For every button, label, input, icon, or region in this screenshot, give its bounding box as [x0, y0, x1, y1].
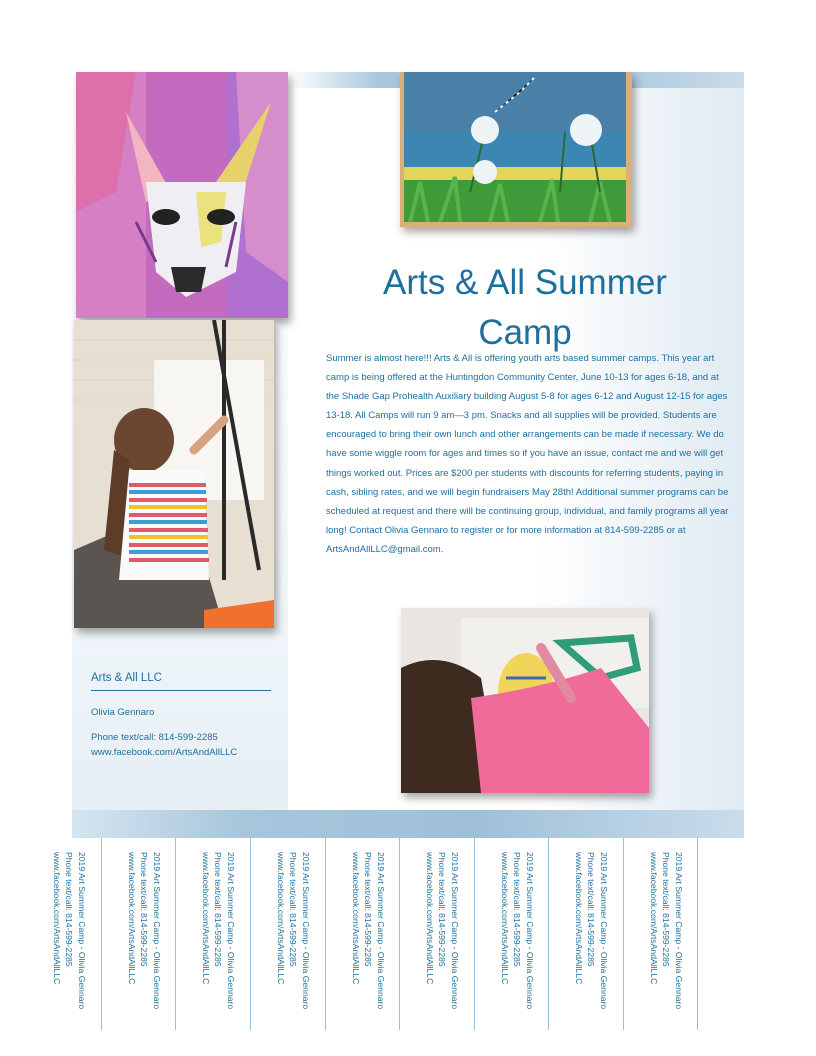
tab-line-3: www.facebook.com/ArtsAndAllLLC: [351, 852, 361, 985]
org-name: Arts & All LLC: [91, 672, 271, 691]
bottom-band: [72, 810, 744, 838]
contact-block: [91, 672, 271, 760]
tab-line-2: Phone text/call: 814-599-2285: [661, 852, 672, 967]
title-line-2: Camp: [478, 313, 572, 352]
girl-painting-mask-photo: [401, 608, 649, 793]
girl-at-easel-photo: [74, 320, 274, 628]
tab-line-2: Phone text/call: 814-599-2285: [64, 852, 75, 967]
tab-line-3: www.facebook.com/ArtsAndAllLLC: [52, 852, 62, 985]
contact-facebook[interactable]: www.facebook.com/ArtsAndAllLLC: [91, 747, 238, 758]
contact-phone: Phone text/call: 814-599-2285: [91, 732, 218, 743]
tab-line-3: www.facebook.com/ArtsAndAllLLC: [127, 852, 137, 985]
tab-line-2: Phone text/call: 814-599-2285: [437, 852, 448, 967]
flyer-body: Summer is almost here!!! Arts & All is offering youth arts based summer camps. This year art camp is being offered at the Huntingdon Community Center, June 10-13 for ages 6-18, and at the Shade Gap Prohealth Auxiliary building August 5-8 for ages 6-12 and August 12-15 for ages 13-18. All Camps will run 9 am—3 pm. Snacks and all supplies will be provided. Students are encouraged to bring their own lunch and other arrangements can be made if necessary. We do have some wiggle room for ages and times so if you have an issue, contact me and we will get things worked out. Prices are $200 per students with discounts for referring students, paying in cash, sibling rates, and we will begin fundraisers May 28th! Additional summer programs can be scheduled at request and there will be continuing group, individual, and family programs all year long! Contact Olivia Gennaro to register or for more information at 814-599-2285 or at ArtsAndAllLLC@gmail.com.: [326, 353, 729, 555]
tab-line-1: 2019 Art Summer Camp - Olivia Gennaro: [226, 852, 236, 1010]
flyer-title: [330, 258, 720, 358]
tab-line-1: 2019 Art Summer Camp - Olivia Gennaro: [674, 852, 684, 1010]
tab-line-2: Phone text/call: 814-599-2285: [139, 852, 150, 967]
tab-line-1: 2019 Art Summer Camp - Olivia Gennaro: [301, 852, 311, 1010]
tab-line-2: Phone text/call: 814-599-2285: [363, 852, 374, 967]
tab-line-2: Phone text/call: 814-599-2285: [586, 852, 597, 967]
tab-line-3: www.facebook.com/ArtsAndAllLLC: [649, 852, 659, 985]
contact-name: Olivia Gennaro: [91, 707, 155, 718]
tab-line-2: Phone text/call: 814-599-2285: [512, 852, 523, 967]
tab-line-1: 2019 Art Summer Camp - Olivia Gennaro: [77, 852, 87, 1010]
deer-painting-photo: [76, 72, 288, 318]
tab-line-2: Phone text/call: 814-599-2285: [288, 852, 299, 967]
tab-line-1: 2019 Art Summer Camp - Olivia Gennaro: [152, 852, 162, 1010]
tab-line-3: www.facebook.com/ArtsAndAllLLC: [276, 852, 286, 985]
tear-tab: [623, 848, 697, 1028]
dandelion-painting-photo: [400, 72, 632, 227]
tab-line-1: 2019 Art Summer Camp - Olivia Gennaro: [525, 852, 535, 1010]
tab-line-1: 2019 Art Summer Camp - Olivia Gennaro: [376, 852, 386, 1010]
title-line-1: Arts & All Summer: [383, 263, 667, 302]
tab-line-3: www.facebook.com/ArtsAndAllLLC: [201, 852, 211, 985]
tab-line-3: www.facebook.com/ArtsAndAllLLC: [500, 852, 510, 985]
tab-line-1: 2019 Art Summer Camp - Olivia Gennaro: [599, 852, 609, 1010]
tab-line-2: Phone text/call: 814-599-2285: [213, 852, 224, 967]
tab-line-3: www.facebook.com/ArtsAndAllLLC: [425, 852, 435, 985]
tab-divider: [697, 838, 698, 1030]
tab-line-1: 2019 Art Summer Camp - Olivia Gennaro: [450, 852, 460, 1010]
tab-line-3: www.facebook.com/ArtsAndAllLLC: [574, 852, 584, 985]
